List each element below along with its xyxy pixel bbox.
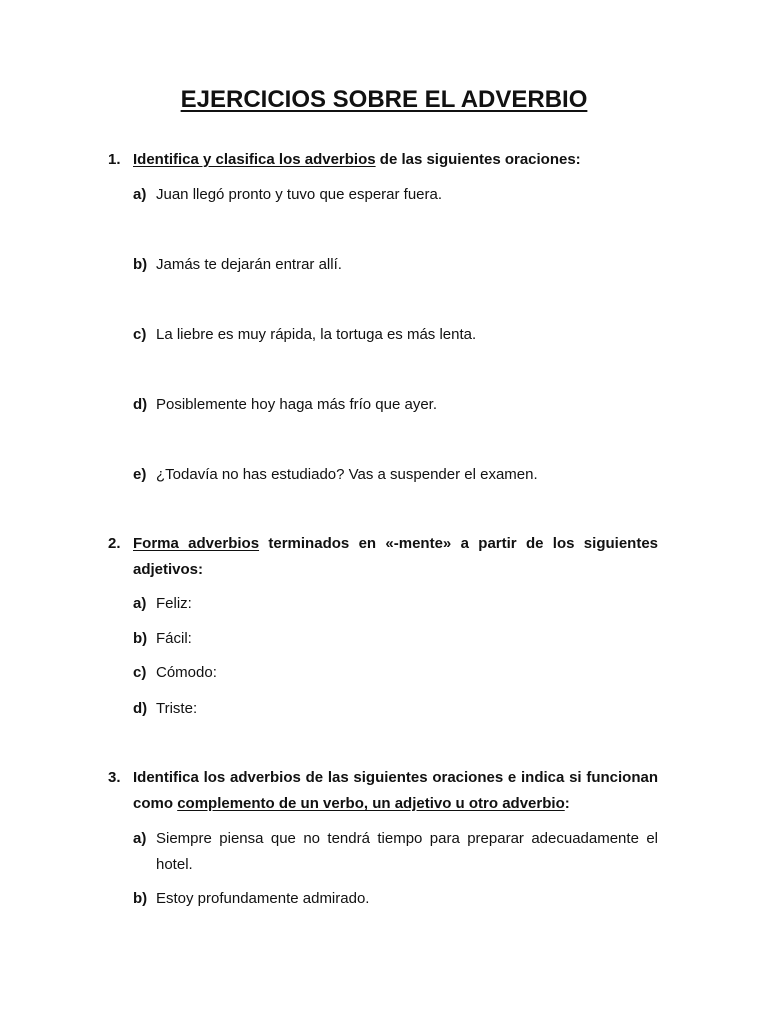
list-item: c) Cómodo: bbox=[133, 664, 217, 681]
list-item: b) Estoy profundamente admirado. bbox=[133, 890, 370, 907]
list-item: a) Siempre piensa que no tendrá tiempo para preparar adecuadamente el hotel. bbox=[133, 830, 658, 873]
question-number: 1. bbox=[108, 151, 121, 168]
question-text: Identifica y clasifica los adverbios de las siguientes oraciones: bbox=[133, 151, 581, 168]
list-item: d) Triste: bbox=[133, 700, 198, 717]
question-text: Forma adverbios terminados en «-mente» a partir de los siguientes adjetivos: bbox=[133, 535, 658, 578]
list-item: a) Juan llegó pronto y tuvo que esperar fuera. bbox=[133, 186, 443, 203]
list-item: c) La liebre es muy rápida, la tortuga es más lenta. bbox=[133, 326, 477, 343]
question-3 bbox=[108, 765, 658, 817]
list-item: e) ¿Todavía no has estudiado? Vas a suspender el examen. bbox=[133, 466, 538, 483]
list-item: b) Fácil: bbox=[133, 630, 192, 647]
question-number: 3. bbox=[108, 769, 121, 786]
question-2 bbox=[108, 531, 658, 583]
question-text: Identifica los adverbios de las siguientes oraciones e indica si funcionan como complemento de un verbo, un adjetivo u otro adverbio: bbox=[133, 769, 658, 812]
question-1 bbox=[108, 147, 658, 173]
list-item: d) Posiblemente hoy haga más frío que ayer. bbox=[133, 396, 438, 413]
list-item: a) Feliz: bbox=[133, 595, 192, 612]
question-number: 2. bbox=[108, 535, 121, 552]
page-title: EJERCICIOS SOBRE EL ADVERBIO bbox=[180, 86, 588, 113]
list-item: b) Jamás te dejarán entrar allí. bbox=[133, 256, 342, 273]
